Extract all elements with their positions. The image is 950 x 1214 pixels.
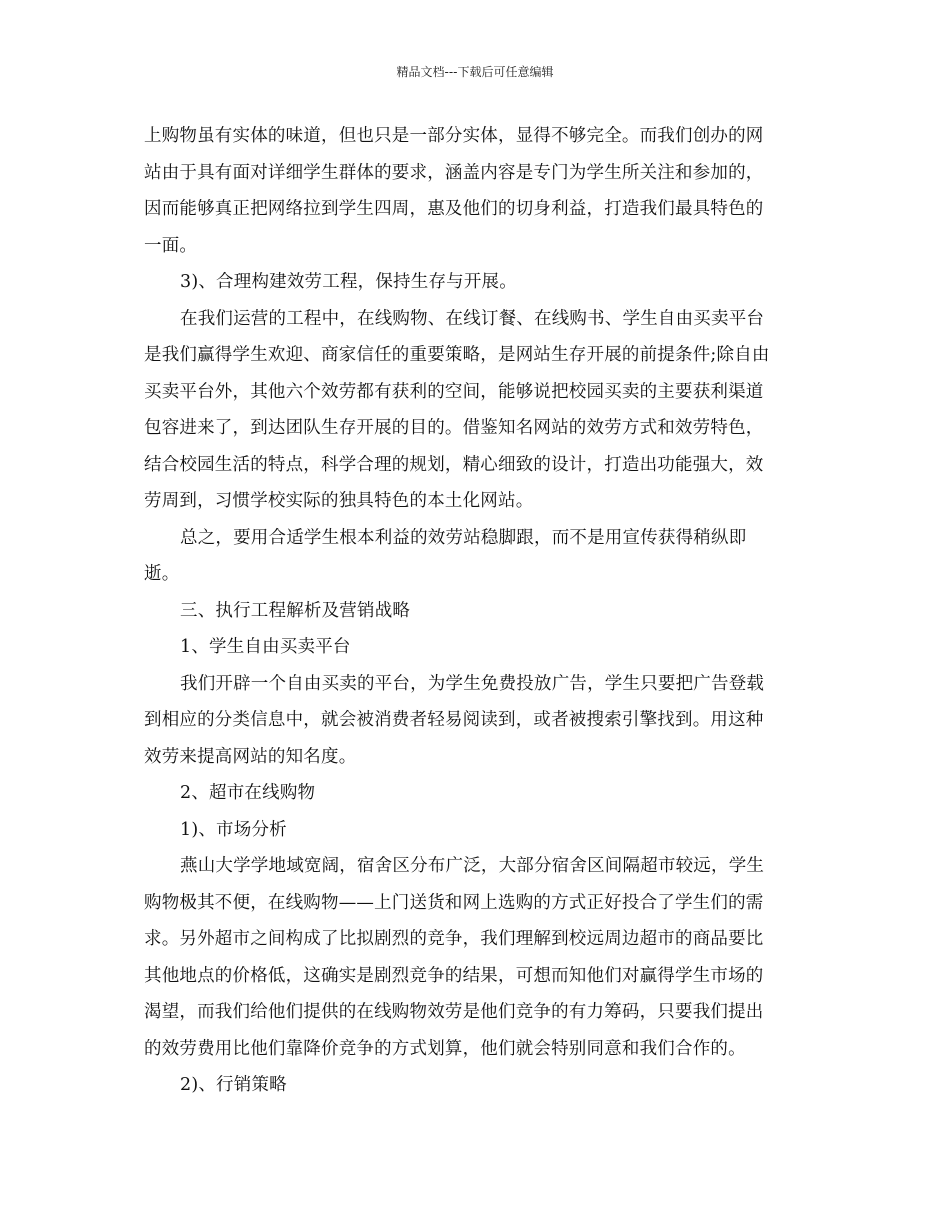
text-line: 站由于具有面对详细学生群体的要求，涵盖内容是专门为学生所关注和参加的，: [144, 162, 764, 183]
text-line: 劳周到，习惯学校实际的独具特色的本土化网站。: [144, 491, 534, 511]
text-line: 结合校园生活的特点，科学合理的规划，精心细致的设计，打造出功能强大，效: [144, 454, 764, 475]
text-line: 在我们运营的工程中，在线购物、在线订餐、在线购书、学生自由买卖平台: [180, 308, 765, 329]
text-line: 效劳来提高网站的知名度。: [144, 746, 357, 767]
text-line: 的效劳费用比他们靠降价竞争的方式划算，他们就会特别同意和我们合作的。: [144, 1038, 746, 1059]
text-line: 一面。: [144, 235, 198, 256]
text-line: 是我们赢得学生欢迎、商家信任的重要策略，是网站生存开展的前提条件;除自由: [144, 345, 770, 365]
section-heading: 3)、合理构建效劳工程，保持生存与开展。: [180, 272, 517, 292]
section-heading: 1、学生自由买卖平台: [180, 637, 351, 657]
text-line: 逝。: [144, 564, 180, 584]
text-line: 我们开辟一个自由买卖的平台，为学生免费投放广告，学生只要把广告登载: [180, 673, 765, 694]
text-line: 渴望，而我们给他们提供的在线购物效劳是他们竞争的有力筹码，只要我们提出: [144, 1002, 764, 1022]
document-body: [144, 118, 808, 1104]
text-line: 燕山大学学地域宽阔，宿舍区分布广泛，大部分宿舍区间隔超市较远，学生: [180, 856, 765, 876]
section-heading: 三、执行工程解析及营销战略: [180, 600, 411, 621]
text-line: 求。另外超市之间构成了比拟剧烈的竞争，我们理解到校远周边超市的商品要比: [144, 929, 764, 949]
page-header: 精品文档---下载后可任意编辑: [396, 65, 554, 79]
text-line: 买卖平台外，其他六个效劳都有获利的空间，能够说把校园买卖的主要获利渠道: [144, 381, 764, 402]
section-heading: 2)、行销策略: [180, 1075, 287, 1095]
section-heading: 2、超市在线购物: [180, 783, 316, 803]
section-heading: 1)、市场分析: [180, 819, 287, 840]
text-line: 其他地点的价格低，这确实是剧烈竞争的结果，可想而知他们对赢得学生市场的: [144, 965, 764, 986]
text-line: 上购物虽有实体的味道，但也只是一部分实体，显得不够完全。而我们创办的网: [144, 126, 764, 146]
text-line: 到相应的分类信息中，就会被消费者轻易阅读到，或者被搜索引擎找到。用这种: [144, 710, 764, 730]
text-line: 包容进来了，到达团队生存开展的目的。借鉴知名网站的效劳方式和效劳特色，: [144, 418, 764, 438]
text-line: 因而能够真正把网络拉到学生四周，惠及他们的切身利益，打造我们最具特色的: [144, 199, 764, 219]
text-line: 购物极其不便，在线购物——上门送货和网上选购的方式正好投合了学生们的需: [144, 892, 764, 913]
text-line: 总之，要用合适学生根本利益的效劳站稳脚跟，而不是用宣传获得稍纵即: [180, 527, 747, 548]
